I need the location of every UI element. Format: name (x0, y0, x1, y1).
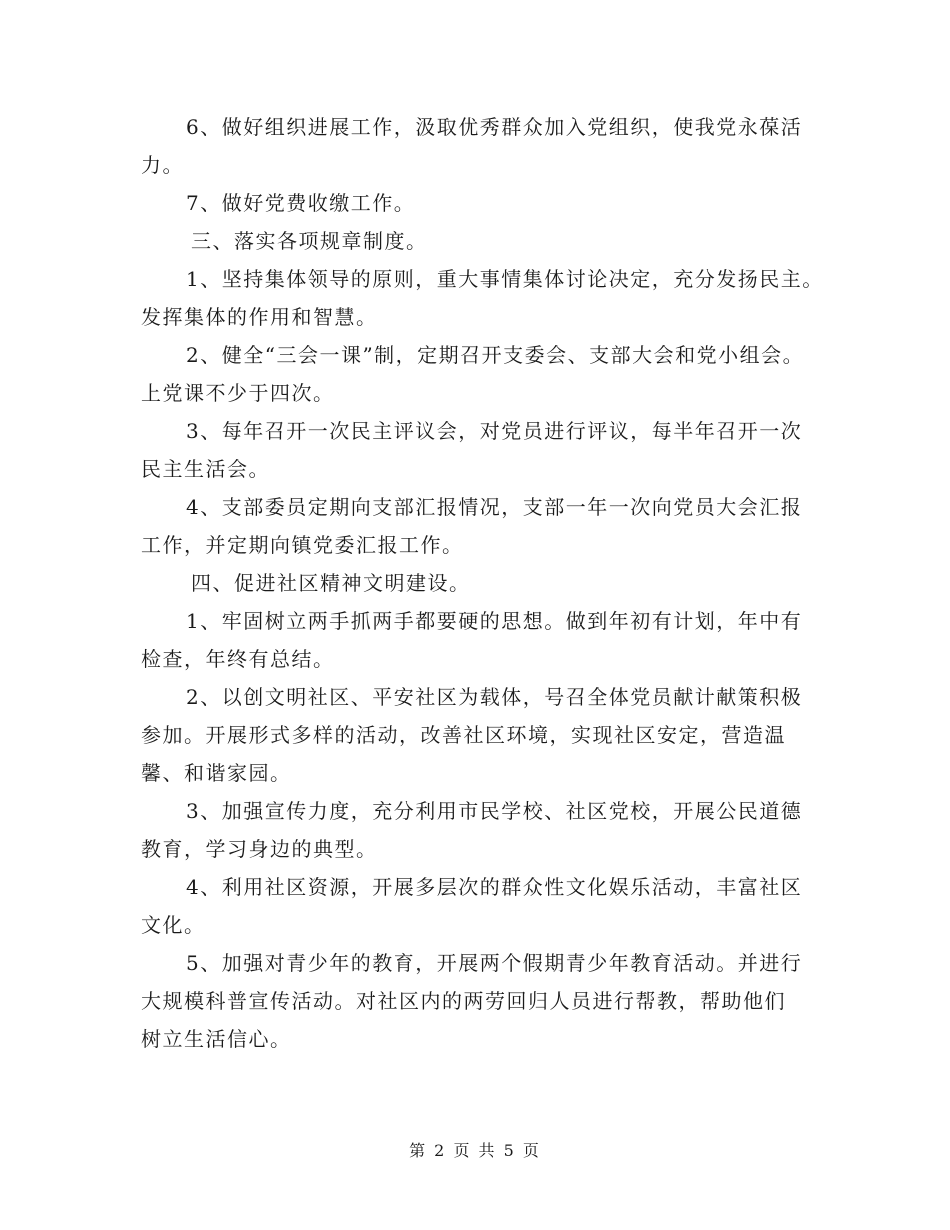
text-line: 力。 (141, 153, 184, 177)
text-line: 工作，并定期向镇党委汇报工作。 (141, 533, 464, 557)
section-heading (141, 222, 821, 260)
list-item (141, 678, 821, 792)
list-item (141, 260, 824, 336)
text-line: 7、做好党费收缴工作。 (186, 191, 416, 215)
text-line: 2、以创文明社区、平安社区为载体，号召全体党员献计献策积极 (186, 685, 803, 709)
text-line: 馨、和谐家园。 (141, 761, 292, 785)
text-line: 检查，年终有总结。 (141, 647, 335, 671)
text-line: 教育，学习身边的典型。 (141, 837, 378, 861)
text-line: 2、健全“三会一课”制，定期召开支委会、支部大会和党小组会。 (186, 343, 805, 367)
text-line: 大规模科普宣传活动。对社区内的两劳回归人员进行帮教，帮助他们 (141, 989, 786, 1013)
list-item (141, 412, 821, 488)
text-line: 四、促进社区精神文明建设。 (191, 571, 471, 595)
list-item (141, 336, 821, 412)
list-item (141, 792, 821, 868)
text-line: 文化。 (141, 913, 206, 937)
text-line: 5、加强对青少年的教育，开展两个假期青少年教育活动。并进行 (186, 951, 803, 975)
text-line: 三、落实各项规章制度。 (191, 229, 428, 253)
list-item (141, 488, 821, 564)
section-heading (141, 564, 821, 602)
text-line: 民主生活会。 (141, 457, 270, 481)
text-line: 3、加强宣传力度，充分利用市民学校、社区党校，开展公民道德 (186, 799, 803, 823)
list-item (141, 868, 821, 944)
text-line: 1、坚持集体领导的原则，重大事情集体讨论决定，充分发扬民主。 (186, 267, 824, 291)
text-line: 4、支部委员定期向支部汇报情况，支部一年一次向党员大会汇报 (186, 495, 803, 519)
text-line: 4、利用社区资源，开展多层次的群众性文化娱乐活动，丰富社区 (186, 875, 803, 899)
text-line: 发挥集体的作用和智慧。 (141, 305, 378, 329)
text-line: 1、牢固树立两手抓两手都要硬的思想。做到年初有计划，年中有 (186, 609, 803, 633)
text-line: 6、做好组织进展工作，汲取优秀群众加入党组织，使我党永葆活 (186, 115, 803, 139)
text-line: 树立生活信心。 (141, 1027, 292, 1051)
document-body (141, 108, 824, 1058)
page-number: 第 2 页 共 5 页 (409, 1141, 541, 1160)
list-item (141, 944, 821, 1058)
text-line: 参加。开展形式多样的活动，改善社区环境，实现社区安定，营造温 (141, 723, 786, 747)
text-line: 上党课不少于四次。 (141, 381, 335, 405)
list-item (141, 602, 821, 678)
list-item (141, 108, 821, 184)
list-item (141, 184, 821, 222)
text-line: 3、每年召开一次民主评议会，对党员进行评议，每半年召开一次 (186, 419, 803, 443)
